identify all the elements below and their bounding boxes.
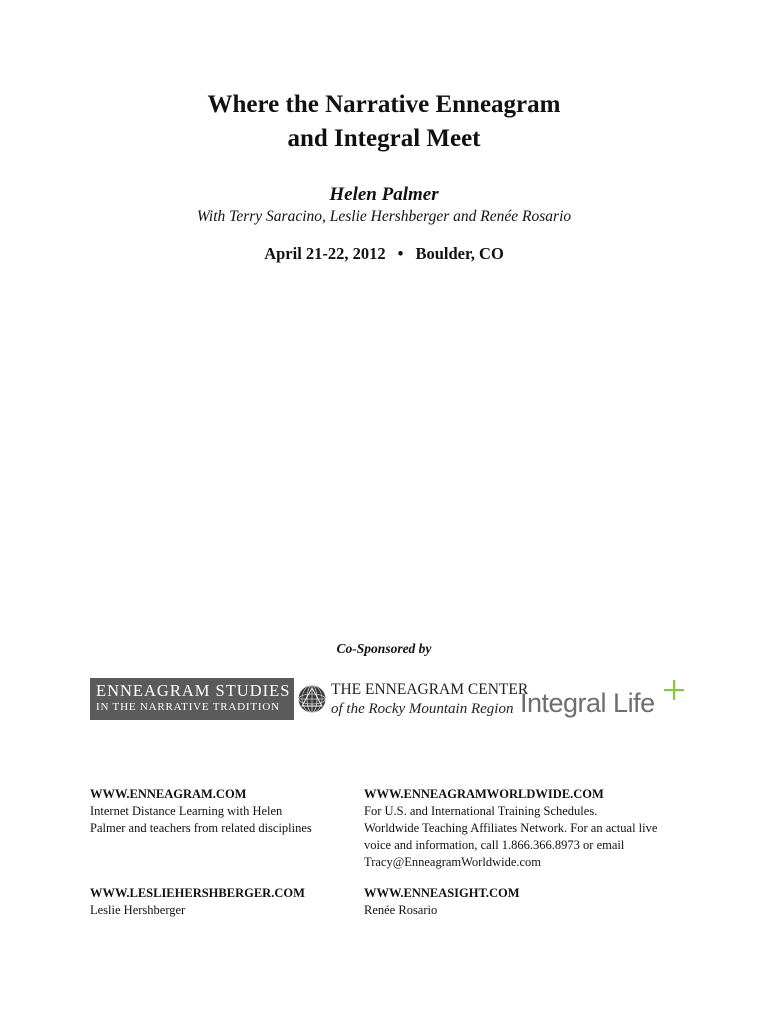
center-logo-line-2: of the Rocky Mountain Region: [331, 701, 514, 717]
bullet-separator: •: [397, 244, 404, 263]
url-enneasight[interactable]: WWW.ENNEASIGHT.COM: [364, 886, 520, 900]
link-desc-line: Palmer and teachers from related disciplines: [90, 821, 312, 835]
link-desc-line: voice and information, call 1.866.366.8973 or email: [364, 838, 625, 852]
link-desc-line: Renée Rosario: [364, 903, 438, 917]
cosponsored-label: Co-Sponsored by: [336, 641, 432, 656]
link-block-enneagram-worldwide: [364, 786, 694, 871]
link-desc-line: For U.S. and International Training Schedules.: [364, 804, 598, 818]
integral-logo-text: Integral Life: [520, 688, 655, 718]
link-desc-line: Tracy@EnneagramWorldwide.com: [364, 855, 542, 869]
link-block-enneasight: [364, 885, 694, 919]
studies-logo-line-2: IN THE NARRATIVE TRADITION: [96, 701, 280, 713]
document-title: [0, 88, 768, 156]
link-desc-line: Internet Distance Learning with Helen: [90, 804, 283, 818]
title-line-1: Where the Narrative Enneagram: [207, 91, 561, 118]
globe-icon: [297, 684, 327, 714]
url-leslie-hershberger[interactable]: WWW.LESLIEHERSHBERGER.COM: [90, 886, 305, 900]
integral-life-logo: [520, 679, 690, 723]
studies-logo-line-1: ENNEAGRAM STUDIES: [96, 681, 291, 700]
link-desc-line: Leslie Hershberger: [90, 903, 186, 917]
enneagram-center-logo: [297, 681, 529, 721]
url-enneagram-worldwide[interactable]: WWW.ENNEAGRAMWORLDWIDE.COM: [364, 787, 604, 801]
co-presenters: With Terry Saracino, Leslie Hershberger and Renée Rosario: [196, 208, 572, 225]
event-date-location: [0, 243, 768, 265]
enneagram-studies-logo: [90, 678, 294, 720]
link-block-enneagram: [90, 786, 350, 837]
link-desc-line: Worldwide Teaching Affiliates Network. For an actual live: [364, 821, 658, 835]
url-enneagram[interactable]: WWW.ENNEAGRAM.COM: [90, 787, 247, 801]
event-date: April 21-22, 2012: [264, 244, 386, 263]
center-logo-line-1: THE ENNEAGRAM CENTER: [331, 681, 529, 698]
plus-icon: [663, 679, 685, 701]
author-name: Helen Palmer: [329, 184, 439, 205]
title-line-2: and Integral Meet: [287, 125, 481, 152]
event-location: Boulder, CO: [415, 244, 504, 263]
link-block-leslie-hershberger: [90, 885, 350, 919]
